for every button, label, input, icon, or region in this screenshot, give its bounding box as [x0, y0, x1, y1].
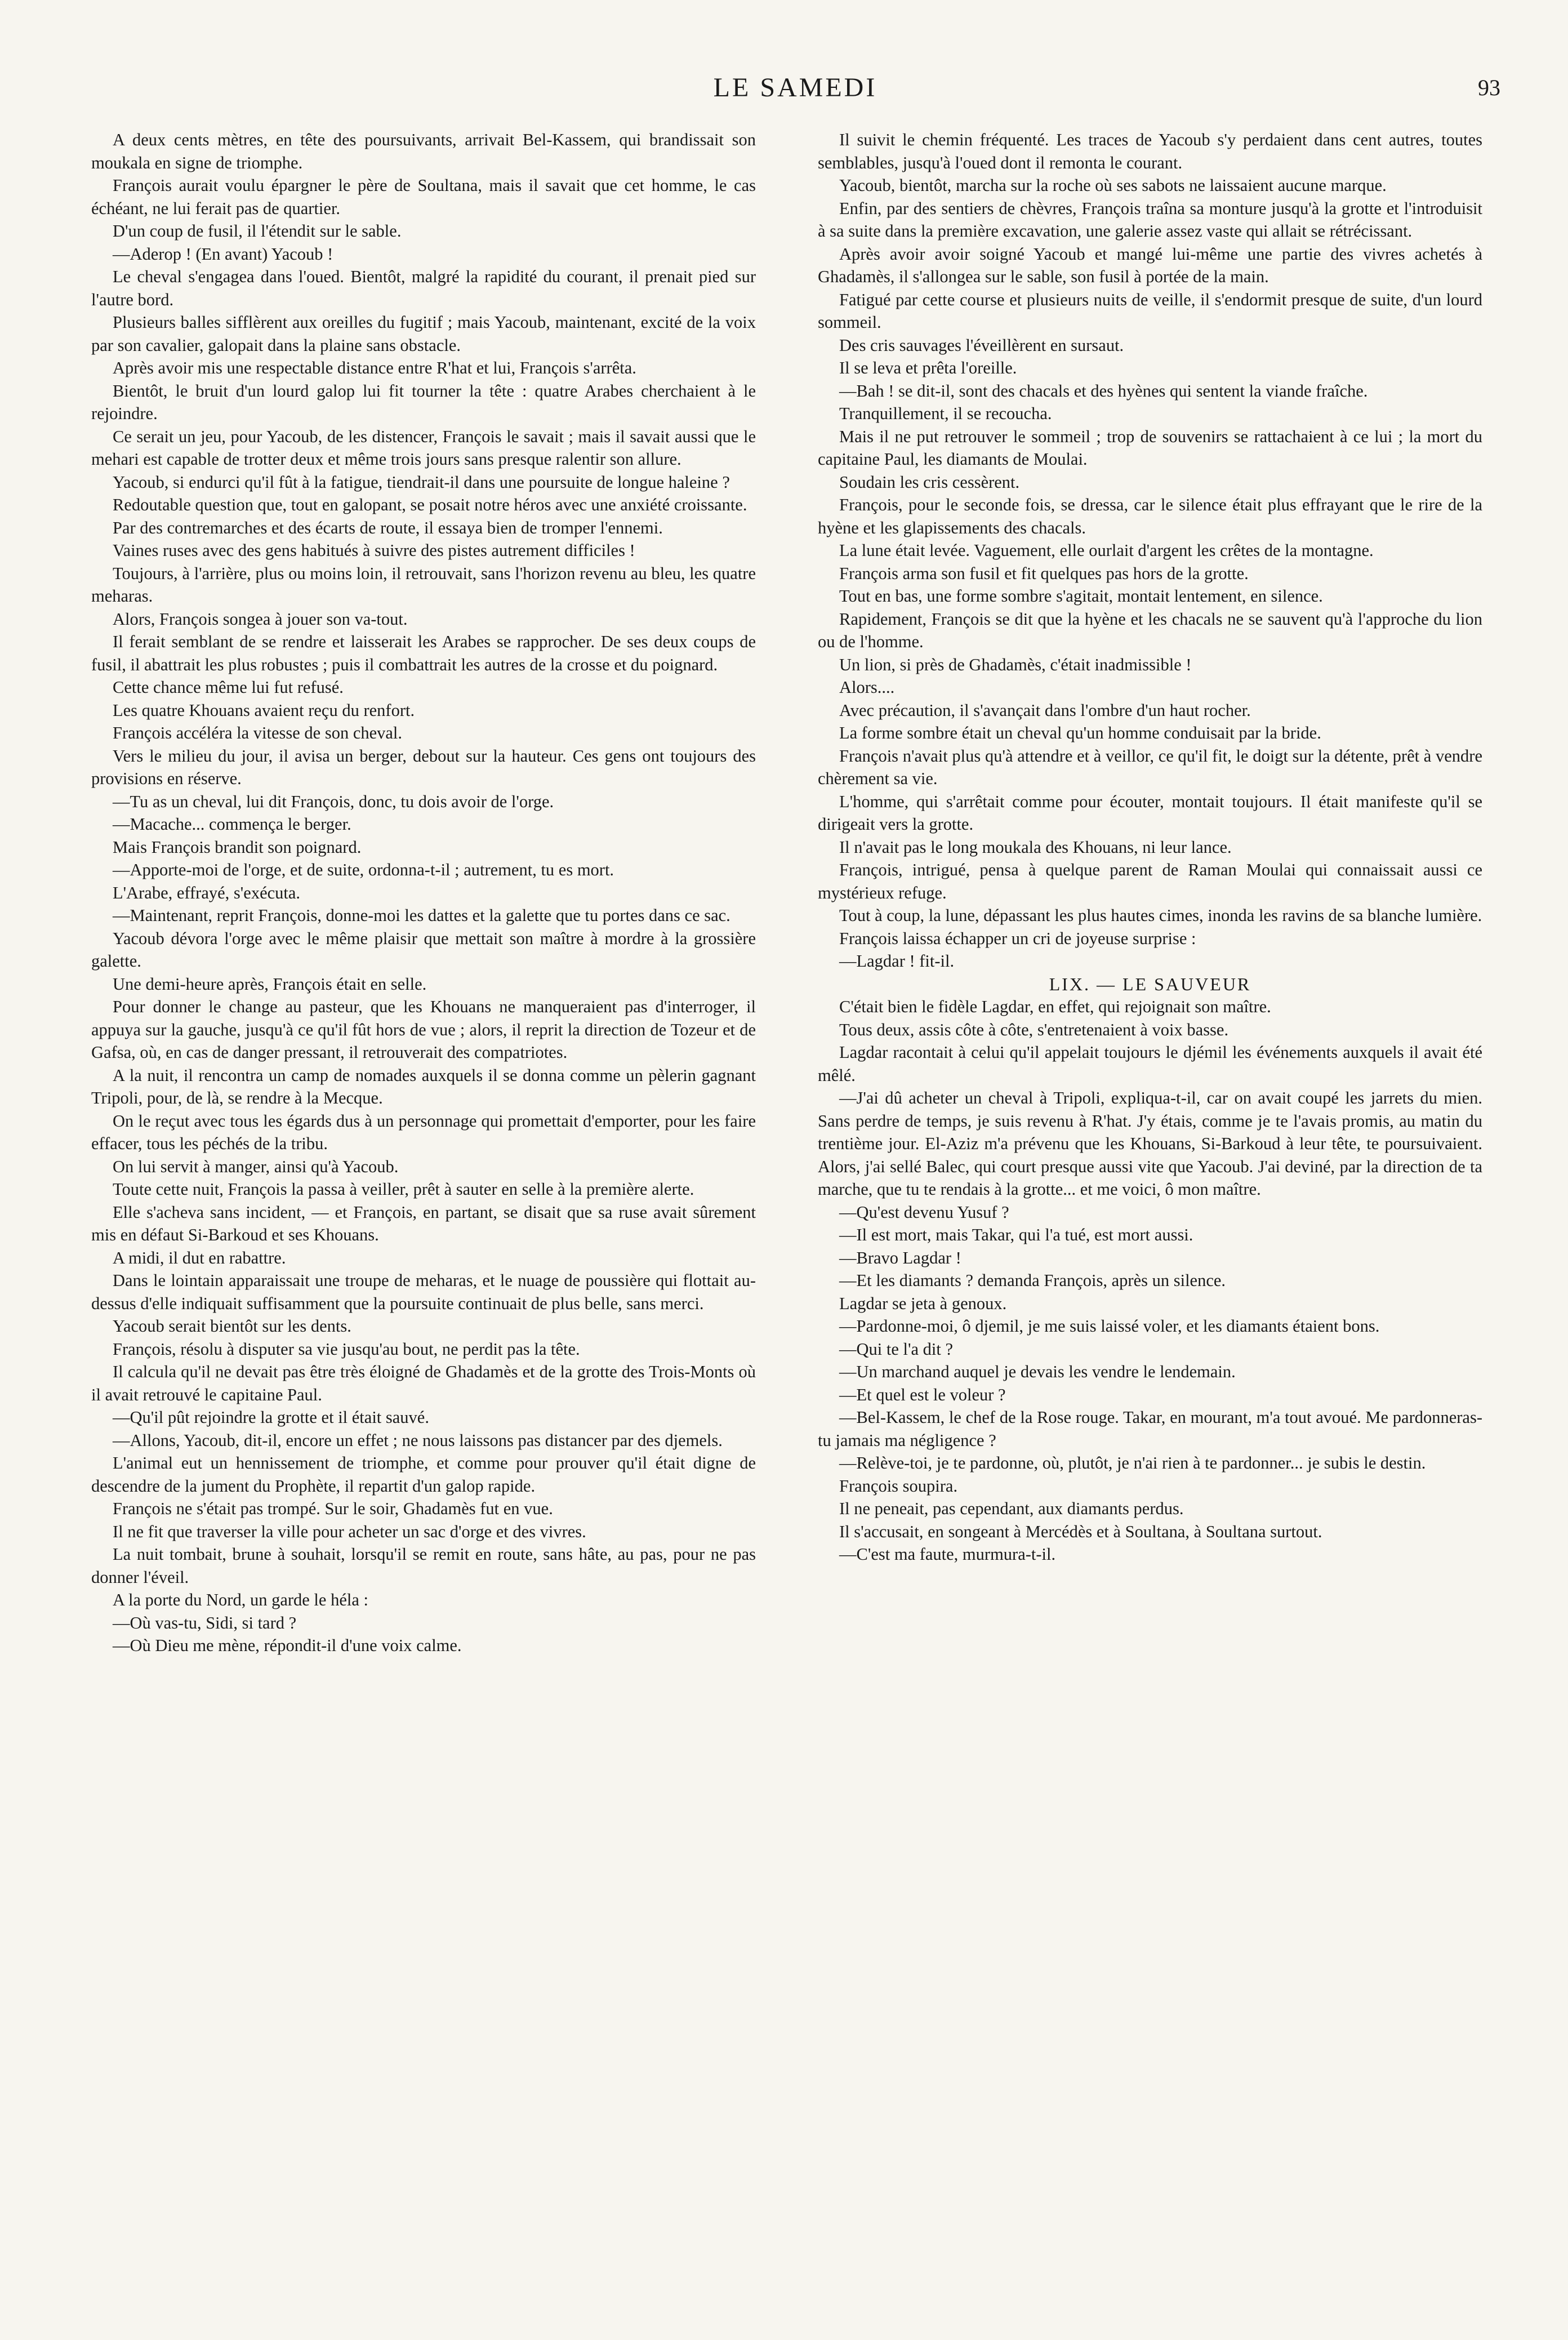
paragraph: —Maintenant, reprit François, donne-moi les dattes et la galette que tu portes dans ce sac. — [113, 906, 730, 925]
paragraph: A deux cents mètres, en tête des poursuivants, arrivait Bel-Kassem, qui brandissait son moukala en signe de triomphe. — [91, 130, 756, 172]
paragraph: Il calcula qu'il ne devait pas être très éloigné de Ghadamès et de la grotte des Trois-Monts où il avait retrouvé le capitaine Paul. — [91, 1362, 756, 1404]
paragraph: —Lagdar ! fit-il. — [839, 951, 955, 971]
paragraph: Avec précaution, il s'avançait dans l'ombre d'un haut rocher. — [839, 700, 1251, 720]
paragraph: Vaines ruses avec des gens habitués à suivre des pistes autrement difficiles ! — [113, 541, 635, 560]
paragraph: Bientôt, le bruit d'un lourd galop lui fit tourner la tête : quatre Arabes cherchaient à le rejoindre. — [91, 381, 756, 423]
paragraph: Les quatre Khouans avaient reçu du renfort. — [113, 700, 415, 720]
paragraph: Yacoub serait bientôt sur les dents. — [113, 1316, 351, 1336]
paragraph: —Et les diamants ? demanda François, après un silence. — [839, 1271, 1226, 1290]
paragraph: Pour donner le change au pasteur, que les Khouans ne manqueraient pas d'interroger, il appuya sur la gauche, jusqu'à ce qu'il fût hors de vue ; alors, il reprit la direction de Tozeur et de Gafsa, où, en cas de danger pressant, il retrouverait des compatriotes. — [91, 997, 756, 1062]
paragraph: —Où Dieu me mène, répondit-il d'une voix calme. — [113, 1636, 462, 1655]
paragraph: Lagdar se jeta à genoux. — [839, 1293, 1007, 1313]
paragraph: Il ferait semblant de se rendre et laisserait les Arabes se rapprocher. De ses deux coups de fusil, il abattrait les plus robustes ; puis il combattrait les autres de la crosse et du poignard. — [91, 632, 756, 674]
paragraph: On le reçut avec tous les égards dus à un personnage qui promettait d'emporter, pour les faire effacer, tous les péchés de la tribu. — [91, 1111, 756, 1153]
paragraph: Yacoub, si endurci qu'il fût à la fatigue, tiendrait-il dans une poursuite de longue haleine ? — [113, 472, 730, 492]
page-number: 93 — [1478, 75, 1500, 100]
paragraph: —Relève-toi, je te pardonne, où, plutôt, je n'ai rien à te pardonner... je subis le destin. — [839, 1453, 1426, 1472]
paragraph: Alors, François songea à jouer son va-tout. — [113, 609, 408, 629]
paragraph: Il ne fit que traverser la ville pour acheter un sac d'orge et des vivres. — [113, 1522, 586, 1541]
paragraph: Une demi-heure après, François était en selle. — [113, 974, 427, 994]
paragraph: François ne s'était pas trompé. Sur le soir, Ghadamès fut en vue. — [113, 1499, 553, 1518]
paragraph: Le cheval s'engagea dans l'oued. Bientôt, malgré la rapidité du courant, il prenait pied sur l'autre bord. — [91, 267, 756, 309]
paragraph: L'homme, qui s'arrêtait comme pour écouter, montait toujours. Il était manifeste qu'il se dirigeait vers la grotte. — [818, 791, 1482, 834]
paragraph: Il n'avait pas le long moukala des Khouans, ni leur lance. — [839, 837, 1232, 857]
paragraph: Dans le lointain apparaissait une troupe de meharas, et le nuage de poussière qui flottait au-dessus d'elle indiquait suffisamment que la poursuite continuait de plus belle, sans merci. — [91, 1271, 756, 1313]
right-column — [818, 128, 1482, 1566]
paragraph: —Et quel est le voleur ? — [839, 1385, 1006, 1404]
paragraph: François n'avait plus qu'à attendre et à veillor, ce qu'il fit, le doigt sur la détente, prêt à vendre chèrement sa vie. — [818, 746, 1482, 788]
paragraph: La lune était levée. Vaguement, elle ourlait d'argent les crêtes de la montagne. — [839, 541, 1374, 560]
paragraph: —Qui te l'a dit ? — [839, 1339, 954, 1359]
paragraph: —Qu'il pût rejoindre la grotte et il était sauvé. — [113, 1408, 429, 1427]
paragraph: Mais François brandit son poignard. — [113, 837, 362, 857]
paragraph: C'était bien le fidèle Lagdar, en effet, qui rejoignait son maître. — [839, 997, 1271, 1016]
paragraph: —Il est mort, mais Takar, qui l'a tué, est mort aussi. — [839, 1225, 1193, 1244]
paragraph: François arma son fusil et fit quelques pas hors de la grotte. — [839, 563, 1249, 583]
paragraph: François aurait voulu épargner le père de Soultana, mais il savait que cet homme, le cas échéant, ne lui ferait pas de quartier. — [91, 176, 756, 218]
paragraph: —Bah ! se dit-il, sont des chacals et des hyènes qui sentent la viande fraîche. — [839, 381, 1368, 401]
paragraph: —Pardonne-moi, ô djemil, je me suis laissé voler, et les diamants étaient bons. — [839, 1316, 1380, 1336]
paragraph: —Bravo Lagdar ! — [839, 1248, 961, 1267]
paragraph: Il ne peneait, pas cependant, aux diamants perdus. — [839, 1499, 1184, 1518]
right-column-bottom — [818, 995, 1482, 1566]
paragraph: François, résolu à disputer sa vie jusqu'au bout, ne perdit pas la tête. — [113, 1339, 580, 1359]
right-column-top — [818, 128, 1482, 973]
paragraph: Fatigué par cette course et plusieurs nuits de veille, il s'endormit presque de suite, d'un lourd sommeil. — [818, 290, 1482, 332]
paragraph: Yacoub, bientôt, marcha sur la roche où ses sabots ne laissaient aucune marque. — [839, 176, 1387, 195]
paragraph: Rapidement, François se dit que la hyène et les chacals ne se sauvent qu'à l'approche du lion ou de l'homme. — [818, 609, 1482, 651]
paragraph: —Aderop ! (En avant) Yacoub ! — [113, 244, 333, 264]
paragraph: Elle s'acheva sans incident, — et François, en partant, se disait que sa ruse avait sûrement mis en défaut Si-Barkoud et ses Khouans. — [91, 1202, 756, 1244]
paragraph: L'animal eut un hennissement de triomphe, et comme pour prouver qu'il était digne de descendre de la jument du Prophète, il repartit d'un galop rapide. — [91, 1453, 756, 1496]
paragraph: Alors.... — [839, 678, 895, 697]
paragraph: Plusieurs balles sifflèrent aux oreilles du fugitif ; mais Yacoub, maintenant, excité de la voix par son cavalier, galopait dans la plaine sans obstacle. — [91, 313, 756, 355]
paragraph: —Où vas-tu, Sidi, si tard ? — [113, 1613, 297, 1632]
paragraph: Enfin, par des sentiers de chèvres, François traîna sa monture jusqu'à la grotte et l'introduisit à sa suite dans la première excavation, une galerie assez vaste qui allait se rétrécissant. — [818, 198, 1482, 241]
paragraph: Vers le milieu du jour, il avisa un berger, debout sur la hauteur. Ces gens ont toujours des provisions en réserve. — [91, 746, 756, 788]
paragraph: Un lion, si près de Ghadamès, c'était inadmissible ! — [839, 655, 1192, 674]
paragraph: —Tu as un cheval, lui dit François, donc, tu dois avoir de l'orge. — [113, 791, 554, 811]
paragraph: Yacoub dévora l'orge avec le même plaisir que mettait son maître à mordre à la grossière galette. — [91, 928, 756, 971]
paragraph: —Allons, Yacoub, dit-il, encore un effet ; ne nous laissons pas distancer par des djemels. — [113, 1430, 723, 1450]
paragraph: La nuit tombait, brune à souhait, lorsqu'il se remit en route, sans hâte, au pas, pour ne pas donner l'éveil. — [91, 1545, 756, 1587]
paragraph: —Qu'est devenu Yusuf ? — [839, 1202, 1009, 1222]
paragraph: —C'est ma faute, murmura-t-il. — [839, 1545, 1056, 1564]
paragraph: —Apporte-moi de l'orge, et de suite, ordonna-t-il ; autrement, tu es mort. — [113, 860, 614, 879]
paragraph: D'un coup de fusil, il l'étendit sur le sable. — [113, 221, 402, 241]
paragraph: Des cris sauvages l'éveillèrent en sursaut. — [839, 335, 1124, 355]
paragraph: Il se leva et prêta l'oreille. — [839, 358, 1017, 377]
paragraph: Redoutable question que, tout en galopant, se posait notre héros avec une anxiété croissante. — [113, 495, 747, 514]
paragraph: Tout à coup, la lune, dépassant les plus hautes cimes, inonda les ravins de sa blanche lumière. — [839, 906, 1482, 925]
paragraph: Toujours, à l'arrière, plus ou moins loin, il retrouvait, sans l'horizon revenu au bleu, les quatre meharas. — [91, 563, 756, 606]
paragraph: François accéléra la vitesse de son cheval. — [113, 723, 403, 742]
page-header — [90, 72, 1500, 106]
paragraph: Il suivit le chemin fréquenté. Les traces de Yacoub s'y perdaient dans cent autres, toutes semblables, jusqu'à l'oued dont il remonta le courant. — [818, 130, 1482, 172]
paragraph: A la nuit, il rencontra un camp de nomades auxquels il se donna comme un pèlerin gagnant Tripoli, pour, de là, se rendre à la Mecque. — [91, 1065, 756, 1107]
paragraph: On lui servit à manger, ainsi qu'à Yacoub. — [113, 1156, 399, 1176]
paragraph: L'Arabe, effrayé, s'exécuta. — [113, 883, 301, 902]
paragraph: —Bel-Kassem, le chef de la Rose rouge. Takar, en mourant, m'a tout avoué. Me pardonneras-tu jamais ma négligence ? — [818, 1408, 1482, 1450]
paragraph: A la porte du Nord, un garde le héla : — [113, 1590, 368, 1609]
paragraph: —J'ai dû acheter un cheval à Tripoli, expliqua-t-il, car on avait coupé les jarrets du mien. Sans perdre de temps, je suis revenu à R'hat. J'y étais, comme je te l'avais promis, au matin du trentième jour. El-Aziz m'a prévenu que les Khouans, Si-Barkoud à leur tête, te poursuivaient. Alors, j'ai sellé Balec, qui court presque aussi vite que Yacoub. J'ai deviné, par la direction de ta marche, que tu te rendais à la grotte... et me voici, ô mon maître. — [818, 1088, 1482, 1199]
paragraph: Après avoir avoir soigné Yacoub et mangé lui-même une partie des vivres achetés à Ghadamès, il s'allongea sur le sable, son fusil à portée de la main. — [818, 244, 1482, 286]
paragraph: Il s'accusait, en songeant à Mercédès et à Soultana, à Soultana surtout. — [839, 1522, 1322, 1541]
paragraph: Cette chance même lui fut refusé. — [113, 678, 344, 697]
paragraph: Tout en bas, une forme sombre s'agitait, montait lentement, en silence. — [839, 586, 1323, 606]
paragraph: Lagdar racontait à celui qu'il appelait toujours le djémil les événements auxquels il avait été mêlé. — [818, 1043, 1482, 1085]
paragraph: François soupira. — [839, 1476, 958, 1496]
paragraph: François, intrigué, pensa à quelque parent de Raman Moulai qui connaissait aussi ce mystérieux refuge. — [818, 860, 1482, 902]
paragraph: Par des contremarches et des écarts de route, il essaya bien de tromper l'ennemi. — [113, 518, 663, 537]
paragraph: Tous deux, assis côte à côte, s'entretenaient à voix basse. — [839, 1020, 1229, 1039]
section-title: LIX. — LE SAUVEUR — [1049, 973, 1251, 994]
paragraph: François laissa échapper un cri de joyeuse surprise : — [839, 928, 1196, 948]
paragraph: Tranquillement, il se recoucha. — [839, 404, 1052, 423]
paragraph: A midi, il dut en rabattre. — [113, 1248, 286, 1267]
paragraph: Après avoir mis une respectable distance entre R'hat et lui, François s'arrêta. — [113, 358, 636, 377]
paragraph: Mais il ne put retrouver le sommeil ; trop de souvenirs se rattachaient à ce lui ; la mort du capitaine Paul, les diamants de Moulai. — [818, 426, 1482, 469]
paragraph: Ce serait un jeu, pour Yacoub, de les distencer, François le savait ; mais il savait aussi que le mehari est capable de trotter deux et même trois jours sans presque ralentir son allure. — [91, 426, 756, 469]
paragraph: —Macache... commença le berger. — [113, 815, 351, 834]
paragraph: —Un marchand auquel je devais les vendre le lendemain. — [839, 1362, 1236, 1381]
paragraph: Toute cette nuit, François la passa à veiller, prêt à sauter en selle à la première alerte. — [113, 1180, 694, 1199]
left-column — [91, 128, 756, 1657]
journal-title: LE SAMEDI — [713, 73, 877, 103]
paragraph: Soudain les cris cessèrent. — [839, 472, 1020, 492]
paragraph: La forme sombre était un cheval qu'un homme conduisait par la bride. — [839, 723, 1321, 742]
paragraph: François, pour le seconde fois, se dressa, car le silence était plus effrayant que le rire de la hyène et les glapissements des chacals. — [818, 495, 1482, 537]
